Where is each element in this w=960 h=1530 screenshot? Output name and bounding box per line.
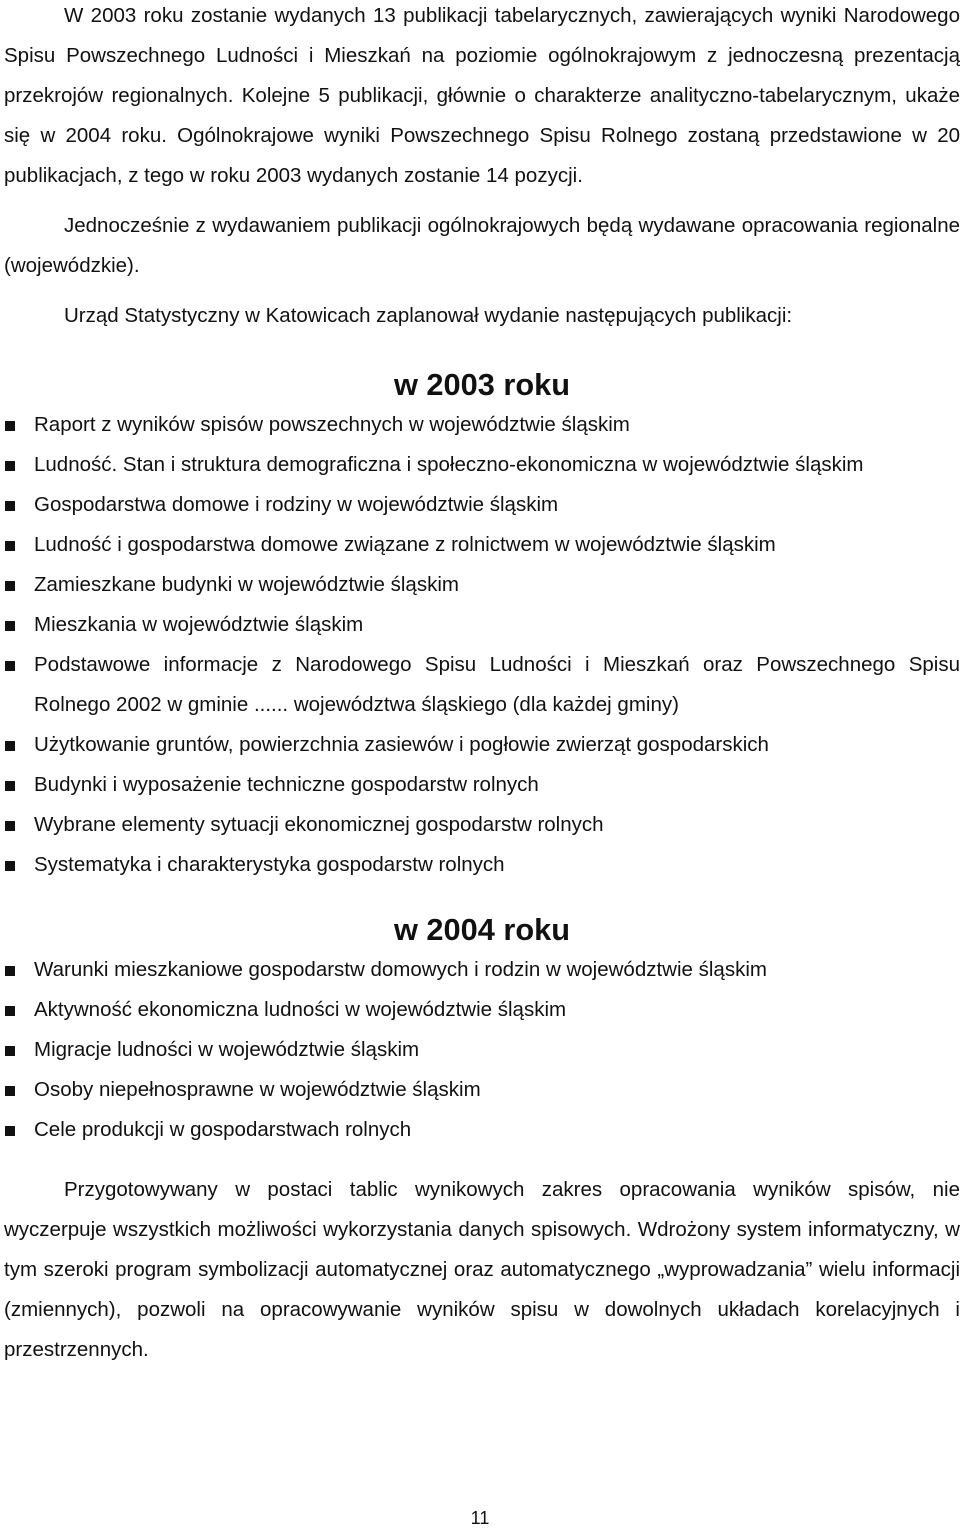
page-number: 11 [470, 1508, 490, 1528]
list-item [4, 990, 960, 1030]
list-item-text: Zamieszkane budynki w województwie śląskim [34, 573, 459, 596]
list-item-text: Aktywność ekonomiczna ludności w województwie śląskim [34, 998, 567, 1021]
list-item-text: Ludność i gospodarstwa domowe związane z rolnictwem w województwie śląskim [34, 533, 776, 556]
list-item-text: Migracje ludności w województwie śląskim [34, 1038, 420, 1061]
list-item [4, 950, 960, 990]
list-item [4, 1070, 960, 1110]
list-item-text: Mieszkania w województwie śląskim [34, 613, 364, 636]
regional-paragraph: Jednocześnie z wydawaniem publikacji ogólnokrajowych będą wydawane opracowania regionalne (wojewódzkie). [4, 214, 960, 277]
list-item-text: Osoby niepełnosprawne w województwie śląskim [34, 1078, 481, 1101]
intro-paragraph: W 2003 roku zostanie wydanych 13 publikacji tabelarycznych, zawierających wyniki Narodowego Spisu Powszechnego Ludności i Mieszkań na poziomie ogólnokrajowym z jednoczesną prezentacją przekrojów regionalnych. Kolejne 5 publikacji, głównie o charakterze analityczno-tabelarycznym, ukaże się w 2004 roku. Ogólnokrajowe wyniki Powszechnego Spisu Rolnego zostaną przedstawione w 20 publikacjach, z tego w roku 2003 wydanych zostanie 14 pozycji. [4, 4, 960, 187]
list-item [4, 645, 960, 725]
list-item [4, 1030, 960, 1070]
closing-paragraph: Przygotowywany w postaci tablic wynikowych zakres opracowania wyników spisów, nie wyczerpuje wszystkich możliwości wykorzystania danych spisowych. Wdrożony system informatyczny, w tym szeroki program symbolizacji automatycznej oraz automatycznego „wyprowadzania” wielu informacji (zmiennych), pozwoli na opracowywanie wyników spisu w dowolnych układach korelacyjnych i przestrzennych. [4, 1178, 960, 1361]
bullet-icon [5, 781, 15, 791]
list-item [4, 565, 960, 605]
list-item-text: Budynki i wyposażenie techniczne gospodarstw rolnych [34, 773, 539, 796]
bullet-icon [5, 741, 15, 751]
list-item [4, 525, 960, 565]
document-page [4, 0, 960, 1370]
list-item-text: Raport z wyników spisów powszechnych w województwie śląskim [34, 413, 630, 436]
bullet-icon [5, 421, 15, 431]
bullet-icon [5, 1006, 15, 1016]
list-item-text: Warunki mieszkaniowe gospodarstw domowych i rodzin w województwie śląskim [34, 958, 767, 981]
list-item [4, 405, 960, 445]
heading-2004: w 2004 roku [393, 912, 571, 947]
bullet-icon [5, 1086, 15, 1096]
heading-2003: w 2003 roku [393, 367, 571, 402]
bullet-icon [5, 1126, 15, 1136]
list-item [4, 605, 960, 645]
list-item-text: Ludność. Stan i struktura demograficzna i społeczno-ekonomiczna w województwie śląskim [34, 453, 864, 476]
bullet-icon [5, 621, 15, 631]
list-item [4, 805, 960, 845]
list-item-text: Użytkowanie gruntów, powierzchnia zasiewów i pogłowie zwierząt gospodarskich [34, 733, 769, 756]
list-item [4, 845, 960, 885]
list-item-text: Cele produkcji w gospodarstwach rolnych [34, 1118, 412, 1141]
list-item-text: Gospodarstwa domowe i rodziny w województwie śląskim [34, 493, 559, 516]
bullet-icon [5, 501, 15, 511]
bullet-icon [5, 661, 15, 671]
bullet-icon [5, 861, 15, 871]
list-item [4, 1110, 960, 1150]
bullet-icon [5, 541, 15, 551]
bullet-icon [5, 461, 15, 471]
plan-paragraph: Urząd Statystyczny w Katowicach zaplanował wydanie następujących publikacji: [64, 304, 793, 327]
list-item-text: Systematyka i charakterystyka gospodarstw rolnych [34, 853, 505, 876]
bullet-icon [5, 1046, 15, 1056]
list-item-text: Wybrane elementy sytuacji ekonomicznej gospodarstw rolnych [34, 813, 604, 836]
list-item [4, 725, 960, 765]
list-item-text: Podstawowe informacje z Narodowego Spisu Ludności i Mieszkań oraz Powszechnego Spisu Rolnego 2002 w gminie ...... województwa śląskiego (dla każdej gminy) [34, 653, 960, 716]
bullet-icon [5, 581, 15, 591]
bullet-icon [5, 821, 15, 831]
list-item [4, 485, 960, 525]
list-item [4, 765, 960, 805]
list-item [4, 445, 960, 485]
bullet-icon [5, 966, 15, 976]
publication-list-2003 [4, 405, 960, 885]
publication-list-2004 [4, 950, 960, 1150]
